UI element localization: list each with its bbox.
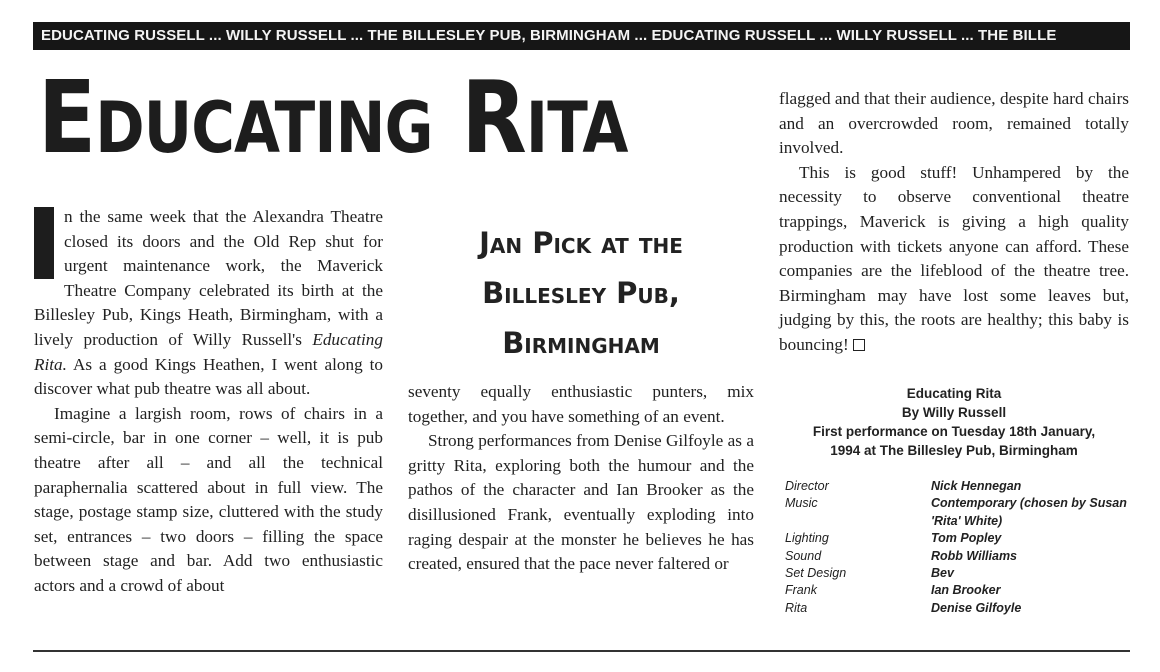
credits-author: By Willy Russell — [901, 405, 1007, 420]
credit-row — [785, 582, 1130, 599]
credit-role: Sound — [785, 548, 822, 563]
credit-name: Nick Hennegan — [931, 479, 1022, 493]
end-mark-icon — [853, 339, 865, 351]
bottom-rule — [33, 650, 1130, 652]
credits-performance: First performance on Tuesday 18th January, — [812, 424, 1096, 439]
credit-row — [785, 565, 1130, 582]
credit-role: Rita — [785, 600, 808, 615]
deck-line: Birmingham — [502, 326, 660, 360]
credit-role: Lighting — [785, 531, 829, 546]
headline: Educating Rita — [38, 59, 628, 176]
credits-list — [785, 478, 1130, 617]
drop-cap — [34, 207, 54, 279]
banner-text: EDUCATING RUSSELL ... WILLY RUSSELL ... THE BILLESLEY PUB, BIRMINGHAM ... EDUCATING RUSSELL ... WILLY RUSSELL ... THE BILLE — [41, 27, 1057, 44]
play-title: Educating Rita. — [34, 329, 383, 374]
credits-venue: 1994 at The Billesley Pub, Birmingham — [830, 443, 1078, 458]
article-column-2 — [408, 380, 754, 577]
credit-row — [785, 495, 1130, 530]
credit-role: Frank — [785, 583, 817, 598]
paragraph-text: This is good stuff! Unhampered by the necessity to observe conventional theatre trappings, Maverick is giving a high quality production with tickets anyone can afford. These companies are the lifeblood of the theatre tree. Birmingham may have lost some leaves but, judging by this, the roots are healthy; this baby is bouncing! — [779, 162, 1129, 354]
credit-name: Bev — [931, 566, 954, 581]
credit-row — [785, 600, 1130, 617]
paragraph — [779, 161, 1129, 358]
deck-line: Billesley Pub, — [482, 276, 680, 310]
paragraph: flagged and that their audience, despite hard chairs and an overcrowded room, remained totally involved. — [779, 89, 1129, 158]
credit-row — [785, 548, 1130, 565]
credits-heading — [779, 384, 1129, 460]
article-column-1 — [34, 205, 383, 599]
credit-row — [785, 478, 1130, 495]
credit-role: Set Design — [785, 566, 847, 581]
credit-name: Robb Williams — [931, 548, 1018, 563]
credit-name: Contemporary (chosen by Susan 'Rita' White) — [931, 496, 1127, 528]
paragraph: seventy equally enthusiastic punters, mix together, and you have something of an event. — [408, 382, 754, 426]
deck-line: Jan Pick at the — [479, 226, 683, 260]
credit-name: Tom Popley — [931, 531, 1002, 546]
paragraph-text: n the same week that the Alexandra Theatre closed its doors and the Old Rep shut for urgent maintenance work, the Maverick Theatre Company celebrated its birth at the Billesley Pub, Kings Heath, Birmingham, with a lively production of Willy Russell's — [34, 207, 383, 349]
credit-role: Music — [785, 496, 818, 511]
credit-row — [785, 530, 1130, 547]
paragraph: Imagine a largish room, rows of chairs in a semi-circle, bar in one corner – well, it is pub theatre after all – and all the technical paraphernalia scattered about in full view. The stage, postage stamp size, cluttered with the study set, entrances – two doors – filling the space between stage and bar. Add two enthusiastic actors and a crowd of about — [34, 403, 383, 595]
paragraph — [34, 205, 383, 402]
credits-title: Educating Rita — [906, 386, 1002, 401]
deck-byline — [408, 218, 754, 368]
paragraph-text: As a good Kings Heathen, I went along to discover what pub theatre was all about. — [34, 354, 383, 399]
credit-name: Ian Brooker — [931, 583, 1001, 598]
credit-role: Director — [785, 479, 829, 493]
credit-name: Denise Gilfoyle — [931, 600, 1022, 615]
paragraph: Strong performances from Denise Gilfoyle as a gritty Rita, exploring both the humour and the pathos of the character and Ian Brooker as the disillusioned Frank, eventually exploding into raging despair at the monster he believes he has created, ensured that the pace never faltered or — [408, 431, 754, 574]
article-column-3 — [779, 87, 1129, 358]
banner-strip — [33, 22, 1130, 50]
